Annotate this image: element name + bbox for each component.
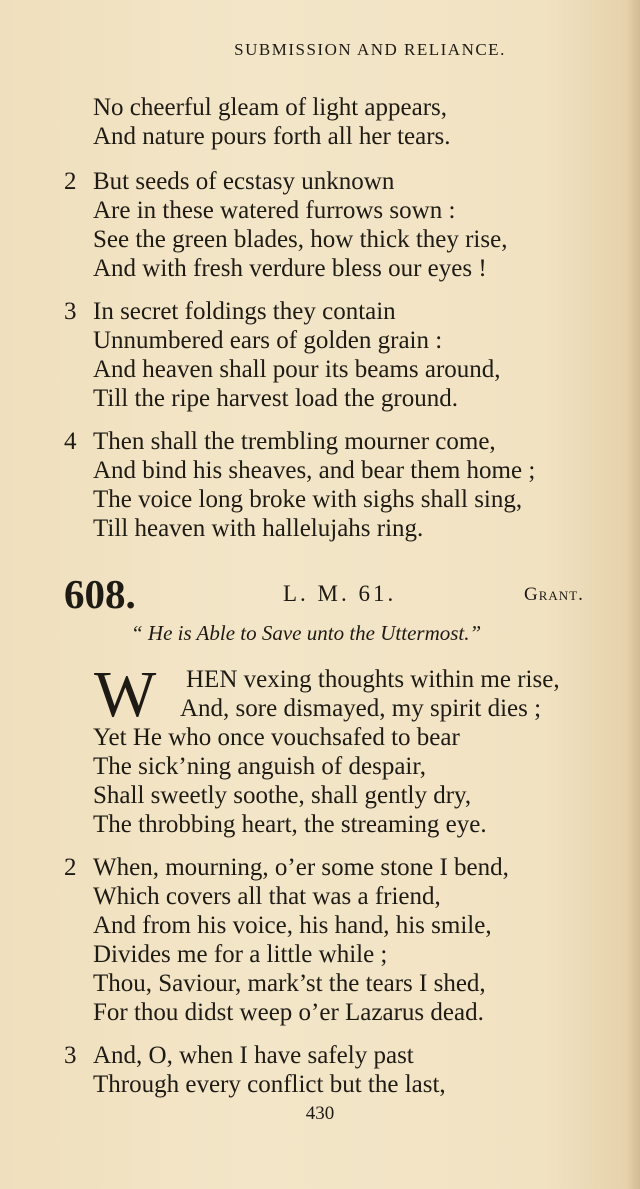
verse-line: The sick’ning anguish of despair, [93, 753, 426, 780]
verse-line: See the green blades, how thick they rise, [93, 226, 508, 253]
verse-line: Are in these watered furrows sown : [93, 197, 456, 224]
stanza-number: 2 [64, 854, 77, 881]
hymn-subtitle: “ He is Able to Save unto the Uttermost.” [131, 621, 482, 645]
verse-line: And with fresh verdure bless our eyes ! [93, 255, 487, 282]
stanza-number: 3 [64, 1042, 77, 1069]
verse-line: When, mourning, o’er some stone I bend, [93, 854, 509, 881]
page-edge-shadow [626, 0, 640, 1189]
verse-line: And, sore dismayed, my spirit dies ; [180, 695, 542, 722]
verse-line: Then shall the trembling mourner come, [93, 428, 496, 455]
running-title: SUBMISSION AND RELIANCE. [234, 40, 506, 59]
verse-line: No cheerful gleam of light appears, [93, 94, 448, 121]
verse-line: And bind his sheaves, and bear them home ; [93, 457, 536, 484]
verse-line: And from his voice, his hand, his smile, [93, 912, 492, 939]
verse-line: Which covers all that was a friend, [93, 883, 441, 910]
verse-line: And, O, when I have safely past [93, 1042, 414, 1069]
stanza-number: 2 [64, 168, 77, 195]
page-number: 430 [305, 1103, 335, 1124]
verse-line: Shall sweetly soothe, shall gently dry, [93, 782, 472, 809]
verse-line: Divides me for a little while ; [93, 941, 388, 968]
running-head [0, 40, 640, 60]
hymn-meter: L. M. 61. [283, 581, 397, 606]
verse-line: Through every conflict but the last, [93, 1071, 446, 1098]
stanza-number: 3 [64, 298, 77, 325]
verse-line: For thou didst weep o’er Lazarus dead. [93, 999, 484, 1026]
verse-line: HEN vexing thoughts within me rise, [186, 666, 560, 693]
verse-line: Till the ripe harvest load the ground. [93, 385, 458, 412]
stanza-number: 4 [64, 428, 77, 455]
tune-name: Grant. [524, 584, 584, 605]
verse-line: In secret foldings they contain [93, 298, 396, 325]
verse-line: But seeds of ecstasy unknown [93, 168, 395, 195]
verse-line: And nature pours forth all her tears. [93, 123, 451, 150]
verse-line: Till heaven with hallelujahs ring. [93, 515, 424, 542]
hymn-number: 608. [64, 571, 136, 617]
verse-line: The voice long broke with sighs shall sing, [93, 486, 523, 513]
verse-line: And heaven shall pour its beams around, [93, 356, 501, 383]
verse-line: Yet He who once vouchsafed to bear [93, 724, 460, 751]
verse-line: Unnumbered ears of golden grain : [93, 327, 443, 354]
drop-cap: W [94, 658, 157, 731]
verse-line: Thou, Saviour, mark’st the tears I shed, [93, 970, 486, 997]
verse-line: The throbbing heart, the streaming eye. [93, 811, 487, 838]
